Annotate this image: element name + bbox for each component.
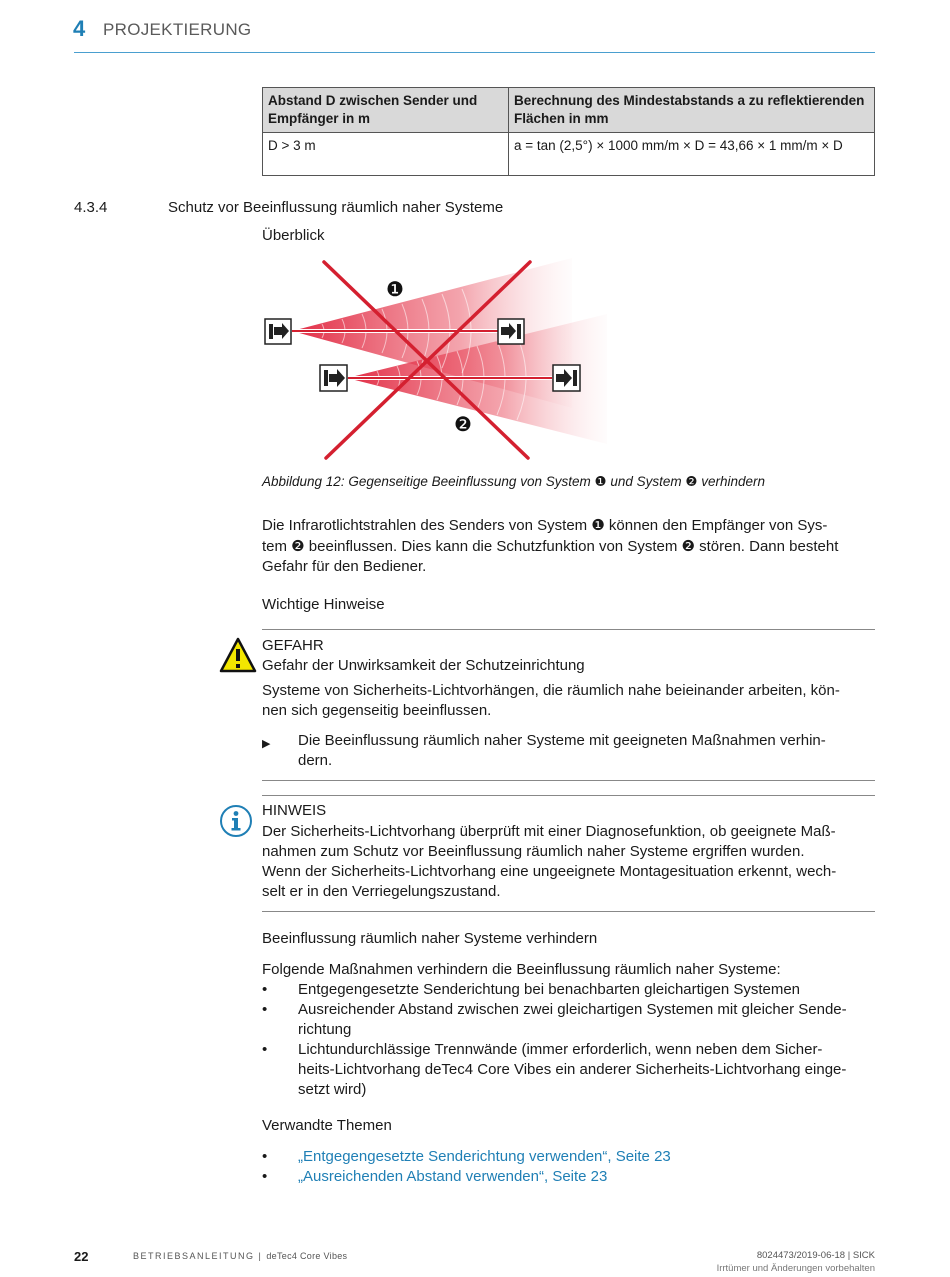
danger-text-2: nen sich gegenseitig beeinflussen. [262,702,492,719]
danger-top-rule [262,629,875,630]
receiver-2-icon [553,365,580,391]
related-link-sufficient-distance[interactable]: „Ausreichenden Abstand verwenden“, Seite 23 [298,1168,608,1185]
footer-product: deTec4 Core Vibes [266,1251,348,1261]
prevent-intro: Folgende Maßnahmen verhindern die Beeinflussung räumlich naher Systeme: [262,961,781,978]
system-2-label: ❷ [454,412,472,436]
section-number: 4.3.4 [74,199,108,216]
system-1-label: ❶ [386,277,404,301]
list-item-text: Ausreichender Abstand zwischen zwei gleichartigen Systemen mit gleicher Sende- [298,1001,847,1018]
important-notes-heading: Wichtige Hinweise [262,596,385,613]
prevent-heading: Beeinflussung räumlich naher Systeme verhindern [262,930,598,947]
receiver-1-icon [498,319,524,344]
bullet-marker: • [262,1001,268,1018]
intro-line-2: tem ❷ beeinflussen. Dies kann die Schutzfunktion von System ❷ stören. Dann besteht [262,538,839,555]
danger-action-line-2: dern. [298,752,333,769]
list-item-text: heits-Lichtvorhang deTec4 Core Vibes ein anderer Sicherheits-Lichtvorhang einge- [298,1061,847,1078]
danger-subtitle: Gefahr der Unwirksamkeit der Schutzeinrichtung [262,657,585,674]
intro-line-3: Gefahr für den Bediener. [262,558,427,575]
footer-doc-info [133,1251,347,1261]
sender-1-icon [265,319,291,344]
section-title: Schutz vor Beeinflussung räumlich naher Systeme [168,199,504,216]
table-header-calculation: Berechnung des Mindestabstands a zu reflektierenden Flächen in mm [509,88,875,133]
bullet-marker: • [262,1148,268,1165]
chapter-title: PROJEKTIERUNG [103,20,252,39]
notice-text-1: Der Sicherheits-Lichtvorhang überprüft mit einer Diagnosefunktion, ob geeignete Maß- [262,823,836,840]
table-header-row [263,88,875,133]
overview-heading: Überblick [262,227,325,244]
footer-disclaimer: Irrtümer und Änderungen vorbehalten [716,1263,875,1274]
bullet-marker: • [262,981,268,998]
table-header-distance: Abstand D zwischen Sender und Empfänger in m [263,88,509,133]
related-link-opposite-direction[interactable]: „Entgegengesetzte Senderichtung verwenden“, Seite 23 [298,1148,671,1165]
notice-title: HINWEIS [262,802,327,819]
intro-line-1: Die Infrarotlichtstrahlen des Senders von System ❶ können den Empfänger von Sys- [262,517,828,534]
danger-text-1: Systeme von Sicherheits-Lichtvorhängen, die räumlich nahe beieinander arbeiten, kön- [262,682,840,699]
notice-text-2: nahmen zum Schutz vor Beeinflussung räumlich naher Systeme ergriffen wurden. [262,843,805,860]
bullet-marker: • [262,1041,268,1058]
footer-separator: | [254,1251,267,1261]
page-number: 22 [74,1249,89,1264]
notice-text-3: Wenn der Sicherheits-Lichtvorhang eine ungeeignete Montagesituation erkennt, wech- [262,863,837,880]
distance-table [262,87,875,176]
header-rule [74,52,875,53]
info-icon [219,804,253,838]
table-cell-calculation: a = tan (2,5°) × 1000 mm/m × D = 43,66 × 1 mm/m × D [509,133,875,176]
notice-top-rule [262,795,875,796]
table-cell-distance: D > 3 m [263,133,509,176]
action-arrow-icon: ▶ [262,738,271,750]
list-item-text: Lichtundurchlässige Trennwände (immer erforderlich, wenn neben dem Sicher- [298,1041,823,1058]
list-item-text: setzt wird) [298,1081,367,1098]
list-item-text: Entgegengesetzte Senderichtung bei benachbarten gleichartigen Systemen [298,981,801,998]
related-heading: Verwandte Themen [262,1117,392,1134]
figure-caption: Abbildung 12: Gegenseitige Beeinflussung von System ❶ und System ❷ verhindern [262,474,765,489]
notice-bottom-rule [262,911,875,912]
list-item-text: richtung [298,1021,352,1038]
footer-doc-type: BETRIEBSANLEITUNG [133,1251,255,1261]
danger-title: GEFAHR [262,637,324,654]
footer-doc-ref: 8024473/2019-06-18 | SICK [756,1250,875,1261]
interference-figure [262,258,612,468]
sender-2-icon [320,365,347,391]
danger-bottom-rule [262,780,875,781]
chapter-number: 4 [73,16,86,41]
table-row [263,133,875,176]
warning-triangle-icon [219,637,257,673]
bullet-marker: • [262,1168,268,1185]
danger-action-line-1: Die Beeinflussung räumlich naher Systeme mit geeigneten Maßnahmen verhin- [298,732,826,749]
notice-text-4: selt er in den Verriegelungszustand. [262,883,501,900]
